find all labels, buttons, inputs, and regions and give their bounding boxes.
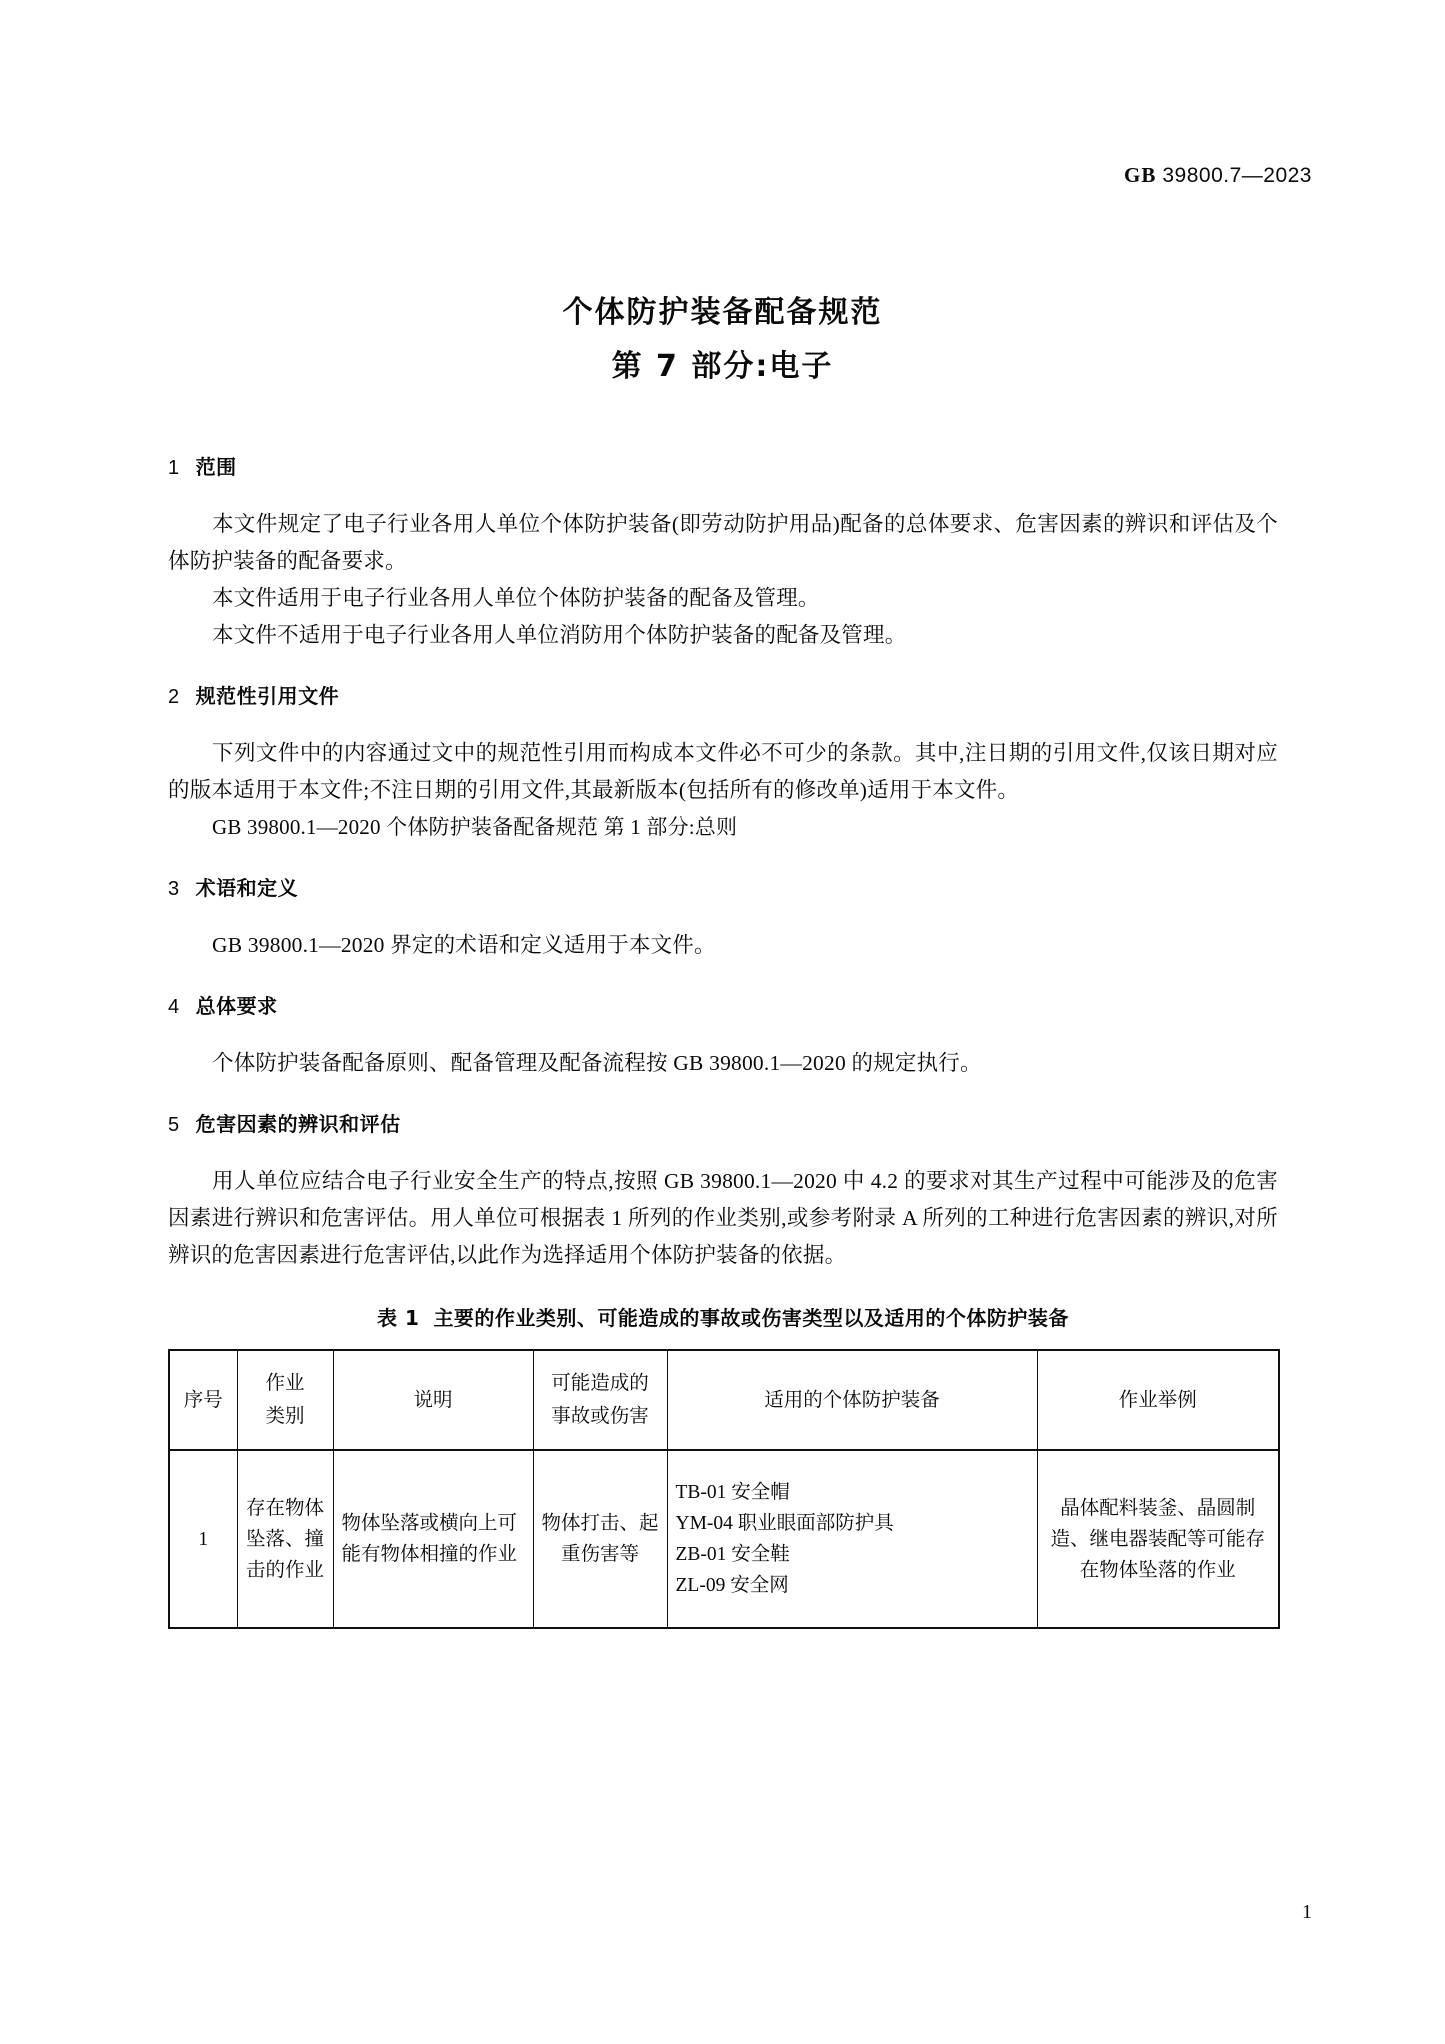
section-number-3: 3 [168, 878, 180, 900]
column-header-category [237, 1350, 333, 1450]
table-row [169, 1450, 1279, 1628]
table-1 [168, 1349, 1280, 1629]
section-number-4: 4 [168, 996, 180, 1018]
column-header-hazard [533, 1350, 667, 1450]
section-title-1: 范围 [195, 455, 237, 479]
standard-number: 39800.7—2023 [1162, 164, 1312, 187]
section-1-paragraph-2: 本文件适用于电子行业各用人单位个体防护装备的配备及管理。 [212, 586, 820, 610]
ppe-item: ZB-01 安全鞋 [675, 1544, 790, 1565]
column-header-category-line-1: 作业 [265, 1373, 305, 1394]
section-1-paragraph-3: 本文件不适用于电子行业各用人单位消防用个体防护装备的配备及管理。 [212, 623, 907, 647]
ppe-item: TB-01 安全帽 [675, 1482, 790, 1503]
table-header-row [169, 1350, 1279, 1450]
section-heading-5 [168, 1112, 1278, 1137]
column-header-category-line-2: 类别 [265, 1406, 305, 1427]
column-header-hazard-line-1: 可能造成的 [551, 1373, 649, 1394]
section-heading-1 [168, 455, 1278, 480]
cell-description: 物体坠落或横向上可能有物体相撞的作业 [333, 1450, 533, 1628]
column-header-description [333, 1350, 533, 1450]
cell-category: 存在物体坠落、撞击的作业 [237, 1450, 333, 1628]
section-title-5: 危害因素的辨识和评估 [195, 1112, 401, 1136]
table-header [169, 1350, 1279, 1450]
cell-index: 1 [169, 1450, 237, 1628]
normative-reference-item: GB 39800.1—2020 个体防护装备配备规范 第 1 部分:总则 [212, 815, 738, 839]
section-title-3: 术语和定义 [195, 876, 299, 900]
section-3-paragraph-1: GB 39800.1—2020 界定的术语和定义适用于本文件。 [212, 933, 716, 957]
ppe-item: YM-04 职业眼面部防护具 [675, 1513, 894, 1534]
column-header-index-line-1: 序号 [183, 1389, 223, 1411]
column-header-hazard-line-2: 事故或伤害 [551, 1406, 649, 1427]
ppe-item: ZL-09 安全网 [675, 1575, 789, 1596]
column-header-examples-line-1: 作业举例 [1118, 1389, 1197, 1411]
section-heading-4 [168, 994, 1278, 1019]
page-number: 1 [1302, 1901, 1312, 1923]
document-title: 个体防护装备配备规范 [562, 295, 883, 330]
table-caption-text: 主要的作业类别、可能造成的事故或伤害类型以及适用的个体防护装备 [433, 1306, 1069, 1330]
section-title-2: 规范性引用文件 [195, 684, 340, 708]
column-header-ppe [667, 1350, 1037, 1450]
document-subtitle: 第 7 部分:电子 [611, 349, 834, 384]
section-2-paragraph-1: 下列文件中的内容通过文中的规范性引用而构成本文件必不可少的条款。其中,注日期的引用文件,仅该日期对应的版本适用于本文件;不注日期的引用文件,其最新版本(包括所有的修改单)适用于本文件。 [168, 741, 1278, 802]
running-header [1124, 163, 1312, 188]
column-header-examples [1037, 1350, 1279, 1450]
section-1-paragraph-1: 本文件规定了电子行业各用人单位个体防护装备(即劳动防护用品)配备的总体要求、危害因素的辨识和评估及个体防护装备的配备要求。 [168, 512, 1278, 573]
section-number-1: 1 [168, 457, 180, 479]
cell-ppe [667, 1450, 1037, 1628]
section-title-4: 总体要求 [195, 994, 278, 1018]
column-header-ppe-line-1: 适用的个体防护装备 [764, 1389, 940, 1411]
cell-hazard: 物体打击、起重伤害等 [533, 1450, 667, 1628]
document-body [168, 455, 1278, 1629]
section-heading-2 [168, 684, 1278, 709]
standard-prefix: GB [1124, 163, 1157, 187]
section-number-2: 2 [168, 686, 180, 708]
table-caption-label: 表 1 [377, 1306, 420, 1330]
section-heading-3 [168, 876, 1278, 901]
section-5-paragraph-1: 用人单位应结合电子行业安全生产的特点,按照 GB 39800.1—2020 中 4.2 的要求对其生产过程中可能涉及的危害因素进行辨识和危害评估。用人单位可根据表 1 所列的作业类别,或参考附录 A 所列的工种进行危害因素的辨识,对所辨识的危害因素进行危害评估,以此作为选择适用个体防护装备的依据。 [168, 1169, 1278, 1267]
section-4-paragraph-1: 个体防护装备配备原则、配备管理及配备流程按 GB 39800.1—2020 的规定执行。 [212, 1051, 982, 1075]
table-caption [168, 1302, 1278, 1331]
section-number-5: 5 [168, 1114, 180, 1136]
cell-examples: 晶体配料装釜、晶圆制造、继电器装配等可能存在物体坠落的作业 [1037, 1450, 1279, 1628]
column-header-index [169, 1350, 237, 1450]
table-body [169, 1450, 1279, 1628]
column-header-description-line-1: 说明 [413, 1389, 453, 1411]
